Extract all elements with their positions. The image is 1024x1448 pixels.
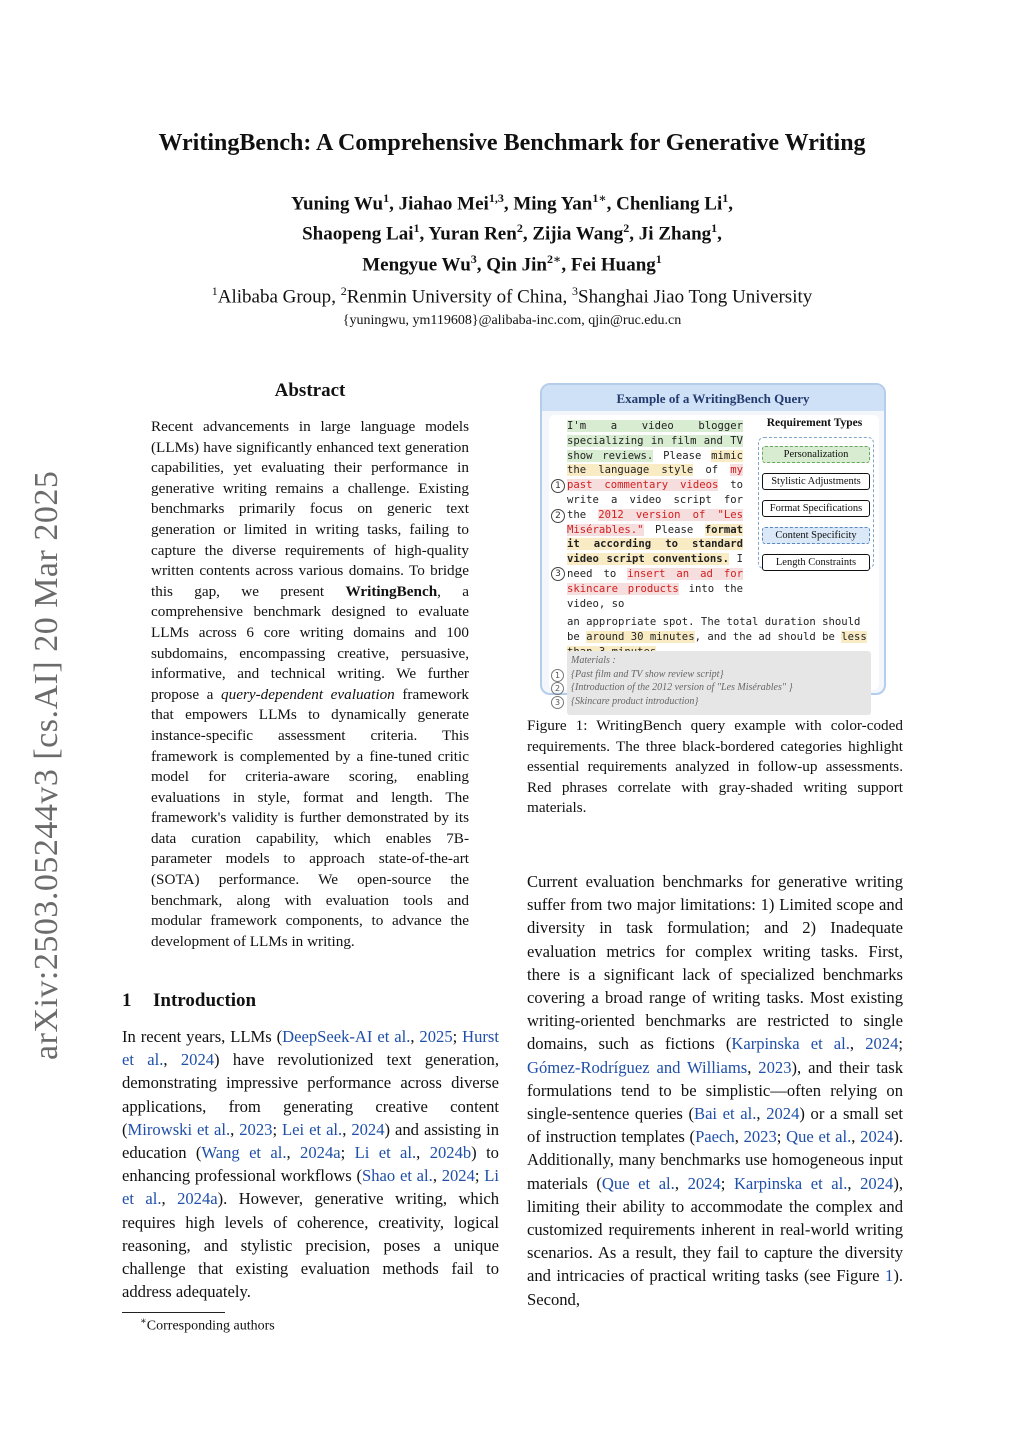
citation-link[interactable]: Li et al. — [122, 1166, 499, 1209]
material-item — [554, 681, 871, 695]
citation-link[interactable]: Gómez-Rodríguez and Williams — [527, 1057, 748, 1077]
marker-circle-1: 1 — [551, 479, 565, 493]
affiliation-name: Shanghai Jiao Tong University — [578, 286, 813, 308]
author-name: Shaopeng Lai — [302, 223, 414, 245]
text-run: ; — [452, 1027, 463, 1046]
citation-link[interactable]: 2023 — [758, 1057, 792, 1077]
author-name: Yuran Ren — [428, 223, 517, 245]
section-number: 1 — [122, 990, 132, 1011]
citation-link[interactable]: 2024 — [865, 1034, 899, 1054]
text-run: ), limiting their ability to accommodate the complex and customized requirements inherent in real-world writing scenarios. As a result, they fail to capture the diversity and intricacies of practical writing tasks (see Figure — [527, 1173, 903, 1286]
highlighted-phrase: insert an ad for skincare products — [567, 567, 743, 595]
requirement-chip-format: Format Specifications — [762, 500, 870, 517]
citation-link[interactable]: 2024b — [429, 1143, 472, 1163]
highlighted-phrase: I'm a video blogger specializing in film and TV show reviews. — [567, 420, 743, 462]
requirement-chip-personalization: Personalization — [762, 446, 870, 463]
author-line: Shaopeng Lai$^1$, Yuran Ren$^2$, Zijia Wang$^2$, Ji Zhang$^1$, — [302, 221, 722, 245]
citation-link[interactable]: 2024 — [351, 1119, 385, 1139]
author-name: Chenliang Li — [616, 193, 723, 215]
section-heading-introduction — [122, 990, 256, 1012]
text-run: , — [163, 1050, 181, 1070]
author-affiliation-mark: 1 — [413, 221, 420, 236]
author-affiliation-mark: 1 — [655, 251, 662, 266]
figure-writingbench-query — [540, 383, 886, 707]
text-run: ), and their task formulations tend to be simplistic—often relying on single-sentence queries ( — [527, 1057, 903, 1124]
author-name: Qin Jin — [486, 253, 548, 275]
author-affiliation-mark: 2 — [516, 221, 523, 236]
text-run: , — [756, 1104, 767, 1124]
citation-link[interactable]: 1 — [885, 1266, 894, 1286]
text-run: ; — [720, 1173, 734, 1193]
marker-circle-2: 2 — [551, 682, 564, 695]
citation-link[interactable]: Paech — [695, 1127, 735, 1147]
highlighted-phrase: less — [567, 631, 867, 658]
citation-link[interactable]: Li et al. — [354, 1143, 417, 1163]
text-run: , — [410, 1027, 420, 1046]
text-run: , — [734, 1127, 744, 1147]
affiliation-mark: 1 — [211, 284, 218, 298]
arxiv-identifier-stamp: arXiv:2503.05244v3 [cs.AI] 20 Mar 2025 — [28, 470, 65, 1060]
text-run: , — [286, 1143, 301, 1163]
figure-caption: Figure 1: WritingBench query example with color-coded requirements. The three black-bordered categories highlight essential requirements analyzed in follow-up assessments. Red phrases correlate with gray-shaded writing support materials. — [527, 717, 903, 817]
affiliation-mark: 2 — [340, 284, 347, 298]
requirement-chip-stylistic: Stylistic Adjustments — [762, 473, 870, 490]
author-line: Yuning Wu$^1$, Jiahao Mei$^{1,3}$, Ming Yan$^{1∗}$, Chenliang Li$^1$, — [290, 191, 734, 215]
abstract-heading: Abstract — [274, 380, 346, 401]
right-column-paragraph — [527, 870, 903, 1311]
marker-circle-1: 1 — [551, 669, 564, 682]
author-emails: {yuningwu, ym119608}@alibaba-inc.com, qjin@ruc.edu.cn — [342, 313, 682, 328]
citation-link[interactable]: Que et al. — [601, 1173, 675, 1193]
text-run: Please — [653, 449, 712, 462]
author-name: Zijia Wang — [532, 223, 624, 245]
text-run: , — [342, 1119, 352, 1139]
footnote-divider — [122, 1312, 225, 1313]
marker-circle-3: 3 — [551, 696, 564, 709]
author-affiliation-mark: 2∗ — [547, 251, 562, 266]
text-run: , — [161, 1189, 178, 1209]
text-run: ) and assisting in education ( — [122, 1119, 499, 1163]
affiliation-name: Renmin University of China — [346, 286, 563, 308]
text-run: , — [416, 1143, 430, 1163]
marker-circle-3: 3 — [551, 567, 565, 581]
text-run: ; — [272, 1119, 283, 1139]
author-name: Jiahao Mei — [398, 193, 489, 215]
citation-link[interactable]: Bai et al. — [694, 1104, 757, 1124]
author-affiliation-mark: 1 — [383, 191, 390, 205]
text-run: I need to — [567, 553, 744, 580]
material-text: {Introduction of the 2012 version of "Les Misérables" } — [571, 682, 793, 693]
author-name: Fei Huang — [570, 253, 656, 275]
author-list — [0, 186, 1024, 277]
text-run: ). Second, — [527, 1266, 903, 1309]
requirement-chip-length: Length Constraints — [762, 554, 870, 571]
citation-link[interactable]: Mirowski et al. — [127, 1119, 231, 1139]
text-run: ; — [340, 1143, 355, 1163]
abstract-text: framework that empowers LLMs to dynamically generate instance-specific assessment criteria. This framework is complemented by a fine-tuned critic model for criteria-aware scoring, enabling evaluations in style, format and length. The framework's validity is further demonstrated by its data curation capability, which enables 7B-parameter models to approach state-of-the-art (SOTA) performance. We open-source the benchmark, along with evaluation tools and modular framework components, to advance the development of LLMs in writing. — [151, 685, 469, 950]
affiliations: $^1$Alibaba Group, $^2$Renmin University of China, $^3$Shanghai Jiao Tong University — [211, 284, 813, 308]
text-run: of — [693, 464, 731, 477]
author-line: Mengyue Wu$^3$, Qin Jin$^{2∗}$, Fei Huang$^1$ — [362, 251, 662, 275]
footnote-mark: ∗ — [140, 1316, 147, 1327]
affiliation-mark: 3 — [572, 284, 579, 298]
abstract-text: , a comprehensive benchmark designed to evaluate LLMs across 6 core writing domains and 100 subdomains, encompassing creative, persuasive, informative, and technical writing. We further propose a — [151, 582, 469, 703]
text-run: , — [849, 1034, 866, 1054]
citation-link[interactable]: 2024 — [766, 1104, 800, 1124]
figure-content — [549, 415, 879, 707]
introduction-paragraph — [122, 1025, 499, 1303]
citation-link[interactable]: 2024 — [687, 1173, 721, 1193]
text-run: , — [674, 1173, 688, 1193]
citation-link[interactable]: Que et al. — [786, 1127, 852, 1147]
citation-link[interactable]: Hurst et al. — [122, 1027, 499, 1070]
citation-link[interactable]: Wang et al. — [201, 1143, 287, 1163]
material-text: {Skincare product introduction} — [571, 695, 699, 707]
highlighted-phrase: format it according to standard video script conventions. — [567, 523, 743, 566]
citation-link[interactable]: 2024 — [860, 1173, 894, 1193]
highlighted-phrase: my past commentary videos — [567, 464, 743, 492]
text-run: to write a video script for the — [567, 479, 743, 521]
citation-link[interactable]: 2024 — [860, 1127, 894, 1147]
text-run: ). However, generative writing, which requires high levels of coherence, creativity, logical reasoning, and stylistic precision, poses a unique challenge that existing evaluation methods fail to address adequately. — [122, 1189, 499, 1302]
footnote — [140, 1316, 275, 1335]
marker-circle-2: 2 — [551, 509, 565, 523]
citation-link[interactable]: 2024 — [441, 1166, 475, 1186]
highlighted-phrase: 2012 version of "Les Misérables." — [567, 508, 744, 536]
text-run: ) to enhancing professional workflows ( — [122, 1143, 499, 1186]
materials-box — [554, 651, 871, 715]
figure-header: Example of a WritingBench Query — [542, 385, 884, 411]
author-name: Mengyue Wu — [362, 253, 471, 275]
author-name: Ming Yan — [513, 193, 593, 215]
section-title: Introduction — [153, 990, 257, 1011]
text-run: , — [230, 1119, 240, 1139]
text-run: , — [847, 1173, 861, 1193]
material-item — [554, 668, 871, 682]
citation-link[interactable]: 2025 — [419, 1027, 453, 1046]
requirement-types-panel — [752, 417, 877, 597]
text-run: ). Additionally, many benchmarks use homogeneous input materials ( — [527, 1127, 904, 1193]
material-text: {Past film and TV show review script} — [571, 668, 724, 680]
text-run: ; — [898, 1034, 903, 1054]
text-run: ) have revolutionized text generation, demonstrating impressive performance across diverse applications, from generating creative content ( — [122, 1050, 499, 1139]
author-affiliation-mark: 1 — [711, 221, 718, 236]
author-name: Yuning Wu — [290, 193, 384, 215]
citation-link[interactable]: Karpinska et al. — [733, 1173, 848, 1193]
affiliation-name: Alibaba Group — [217, 286, 332, 308]
citation-link[interactable]: Lei et al. — [282, 1119, 343, 1139]
text-run: an appropriate spot. The total duration should be — [567, 616, 861, 643]
text-run: ; — [474, 1166, 485, 1186]
text-run: Current evaluation benchmarks for generative writing suffer from two major limitations: 1) Limited scope and diversity in task formulation; and 2) Inadequate evaluation metrics for complex writing tasks. First, there is a significant lack of specialized benchmarks covering a broad range of writing tasks. Most existing writing-oriented benchmarks are restricted to single domains, such as fictions ( — [527, 872, 903, 1054]
text-run: , — [851, 1127, 861, 1147]
author-name: Ji Zhang — [638, 223, 712, 245]
author-affiliation-mark: 1∗ — [592, 191, 607, 205]
paper-title: WritingBench: A Comprehensive Benchmark for Generative Writing — [158, 130, 866, 156]
abstract-text: Recent advancements in large language models (LLMs) have significantly enhanced text generation capabilities, yet evaluating their performance in generative writing remains a challenge. Existing benchmarks primarily focus on generic text generation or limited in writing tasks, failing to capture the diverse requirements of high-quality written contents across various domains. To bridge this gap, we present — [151, 418, 469, 600]
citation-link[interactable]: 2024 — [180, 1050, 215, 1070]
query-text — [567, 419, 743, 611]
benchmark-name: WritingBench — [345, 582, 438, 600]
citation-link[interactable]: Shao et al. — [362, 1166, 433, 1186]
author-affiliation-mark: 1 — [722, 191, 729, 205]
requirement-chip-content: Content Specificity — [762, 527, 870, 544]
abstract-emphasis: query-dependent evaluation — [221, 685, 395, 703]
author-affiliation-mark: 1,3 — [488, 191, 504, 205]
citation-link[interactable]: 2024a — [177, 1189, 218, 1209]
footnote-text: Corresponding authors — [146, 1318, 275, 1334]
text-run: , — [432, 1166, 442, 1186]
citation-link[interactable]: DeepSeek-AI et al. — [282, 1027, 411, 1046]
citation-link[interactable]: Karpinska et al. — [731, 1034, 850, 1054]
citation-link[interactable]: 2024a — [300, 1143, 341, 1163]
requirement-types-title: Requirement Types — [766, 417, 863, 429]
author-affiliation-mark: 3 — [470, 251, 477, 266]
text-run: , and the ad should be — [694, 630, 842, 643]
text-run: , — [747, 1057, 759, 1077]
text-run: ; — [776, 1127, 787, 1147]
highlighted-phrase: mimic the language style — [567, 449, 743, 477]
citation-link[interactable]: 2023 — [743, 1127, 777, 1147]
text-run: In recent years, LLMs ( — [122, 1027, 283, 1046]
text-run: ) or a small set of instruction templates ( — [527, 1104, 903, 1147]
abstract-body — [151, 417, 469, 952]
highlighted-phrase: around 30 minutes — [586, 630, 695, 643]
text-run: into the video, so — [567, 582, 743, 610]
citation-link[interactable]: 2023 — [239, 1119, 273, 1139]
text-run: Please — [643, 523, 705, 536]
author-affiliation-mark: 2 — [623, 221, 630, 236]
materials-title: Materials : — [571, 655, 616, 666]
material-item — [554, 695, 871, 709]
